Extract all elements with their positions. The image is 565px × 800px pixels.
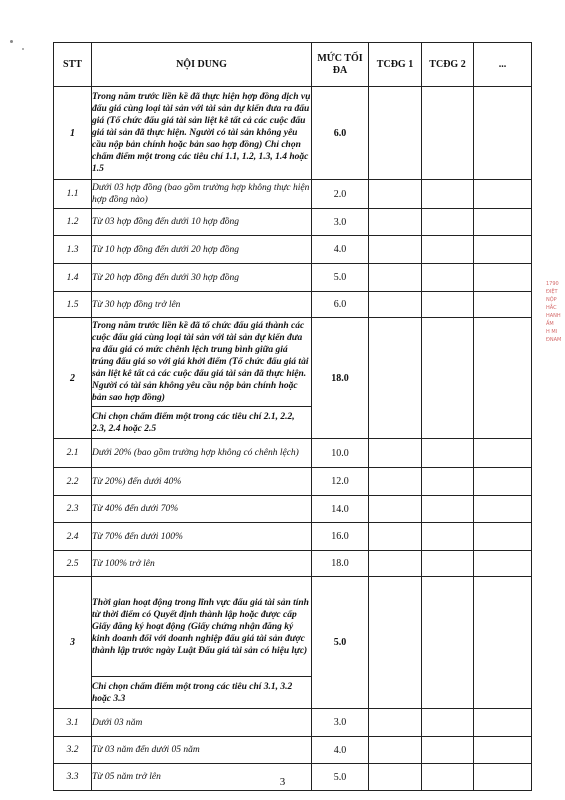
cell-tcdg1: [369, 236, 422, 264]
row-content: Từ 20 hợp đồng đến dưới 30 hợp đồng: [92, 264, 312, 292]
table-row: [54, 577, 532, 677]
row-content: Trong năm trước liền kề đã thực hiện hợp đồng dịch vụ đấu giá cùng loại tài sản với tài sản dự kiến đưa ra đấu giá (Tổ chức đấu giá tài sản liệt kê tất cả các cuộc đấu giá tài sản đã thực hiện. Người có tài sản không yêu cầu nộp bản chính hoặc bản sao hợp đồng) Chỉ chọn chấm điểm một trong các tiêu chí 1.1, 1.2, 1.3, 1.4 hoặc 1.5: [92, 87, 312, 180]
row-score: 4.0: [312, 737, 369, 764]
row-score: 12.0: [312, 468, 369, 496]
cell-tcdg1: [369, 737, 422, 764]
row-score: 6.0: [312, 87, 369, 180]
table-row: [54, 180, 532, 209]
cell-tcdg2: [422, 523, 474, 551]
row-score: 18.0: [312, 318, 369, 439]
table-row: [54, 439, 532, 468]
cell-more: [474, 318, 532, 439]
row-stt: 2.3: [54, 496, 92, 523]
header-more: ...: [474, 43, 532, 87]
row-stt: 2: [54, 318, 92, 439]
table-row: [54, 318, 532, 407]
cell-more: [474, 180, 532, 209]
row-score: 10.0: [312, 439, 369, 468]
cell-more: [474, 292, 532, 318]
cell-tcdg1: [369, 439, 422, 468]
stamp-line: H MI: [546, 329, 558, 335]
cell-tcdg2: [422, 551, 474, 577]
row-stt: 3: [54, 577, 92, 709]
row-score: 16.0: [312, 523, 369, 551]
cell-tcdg2: [422, 737, 474, 764]
row-content: Dưới 20% (bao gồm trường hợp không có chênh lệch): [92, 439, 312, 468]
stamp-line: 1790: [546, 281, 559, 287]
header-noi-dung: NỘI DUNG: [92, 43, 312, 87]
cell-more: [474, 709, 532, 737]
stamp-line: ẦM: [546, 321, 554, 327]
page-number: 3: [279, 776, 286, 788]
row-score: 5.0: [312, 764, 369, 791]
table-header-row: [54, 43, 532, 87]
table-row: [54, 468, 532, 496]
table-row: [54, 737, 532, 764]
header-tcdg1: TCĐG 1: [369, 43, 422, 87]
table-row: [54, 209, 532, 236]
table-row: [54, 236, 532, 264]
cell-more: [474, 551, 532, 577]
row-content: Từ 70% đến dưới 100%: [92, 523, 312, 551]
cell-tcdg1: [369, 551, 422, 577]
cell-tcdg1: [369, 180, 422, 209]
cell-more: [474, 209, 532, 236]
cell-tcdg1: [369, 87, 422, 180]
cell-tcdg1: [369, 468, 422, 496]
cell-more: [474, 496, 532, 523]
header-tcdg2: TCĐG 2: [422, 43, 474, 87]
cell-more: [474, 577, 532, 709]
row-stt: 3.2: [54, 737, 92, 764]
row-stt: 2.1: [54, 439, 92, 468]
row-stt: 1: [54, 87, 92, 180]
row-stt: 1.2: [54, 209, 92, 236]
stamp-line: ĐNAM: [546, 337, 562, 343]
cell-tcdg1: [369, 709, 422, 737]
table-row: [54, 292, 532, 318]
stamp-line: NỘP: [546, 297, 557, 303]
table-row: [54, 87, 532, 180]
red-stamp-fragment: [546, 280, 565, 364]
cell-tcdg1: [369, 496, 422, 523]
header-stt: STT: [54, 43, 92, 87]
table-row: [54, 496, 532, 523]
row-content: Từ 03 năm đến dưới 05 năm: [92, 737, 312, 764]
row-stt: 3.3: [54, 764, 92, 791]
cell-tcdg2: [422, 439, 474, 468]
row-stt: 3.1: [54, 709, 92, 737]
row-content: Thời gian hoạt động trong lĩnh vực đấu giá tài sản tính từ thời điểm có Quyết định thành lập hoặc được cấp Giấy đăng ký hoạt động (Giấy chứng nhận đăng ký kinh doanh đối với doanh nghiệp đấu giá tài sản được thành lập trước ngày Luật Đấu giá tài sản có hiệu lực): [92, 577, 312, 677]
row-note: Chỉ chọn chấm điểm một trong các tiêu chí 2.1, 2.2, 2.3, 2.4 hoặc 2.5: [92, 407, 312, 439]
row-content: Dưới 03 năm: [92, 709, 312, 737]
row-score: 14.0: [312, 496, 369, 523]
cell-tcdg2: [422, 709, 474, 737]
row-content: Từ 10 hợp đồng đến dưới 20 hợp đồng: [92, 236, 312, 264]
row-stt: 1.3: [54, 236, 92, 264]
row-score: 3.0: [312, 709, 369, 737]
table-row: [54, 264, 532, 292]
row-score: 6.0: [312, 292, 369, 318]
row-score: 4.0: [312, 236, 369, 264]
cell-tcdg1: [369, 209, 422, 236]
row-score: 2.0: [312, 180, 369, 209]
stamp-line: HẮC: [546, 305, 557, 311]
row-stt: 1.1: [54, 180, 92, 209]
table-row: [54, 551, 532, 577]
cell-more: [474, 737, 532, 764]
row-score: 3.0: [312, 209, 369, 236]
table-row: [54, 709, 532, 737]
row-content: Từ 03 hợp đồng đến dưới 10 hợp đồng: [92, 209, 312, 236]
scan-speck: [10, 40, 13, 43]
cell-tcdg2: [422, 264, 474, 292]
cell-more: [474, 439, 532, 468]
cell-tcdg2: [422, 292, 474, 318]
cell-more: [474, 87, 532, 180]
row-content: Từ 30 hợp đồng trở lên: [92, 292, 312, 318]
cell-tcdg2: [422, 577, 474, 709]
cell-more: [474, 468, 532, 496]
row-content: Từ 40% đến dưới 70%: [92, 496, 312, 523]
table-row: [54, 523, 532, 551]
cell-tcdg2: [422, 209, 474, 236]
row-content: Từ 05 năm trở lên: [92, 764, 312, 791]
cell-tcdg2: [422, 236, 474, 264]
cell-tcdg1: [369, 292, 422, 318]
row-score: 18.0: [312, 551, 369, 577]
cell-more: [474, 264, 532, 292]
cell-tcdg2: [422, 318, 474, 439]
row-stt: 1.4: [54, 264, 92, 292]
stamp-line: ĐIỆT: [546, 289, 558, 295]
row-score: 5.0: [312, 577, 369, 709]
row-stt: 1.5: [54, 292, 92, 318]
cell-more: [474, 236, 532, 264]
row-content: Trong năm trước liền kề đã tổ chức đấu giá thành các cuộc đấu giá cùng loại tài sản với tài sản dự kiến đưa ra đấu giá có mức chênh lệch trung bình giữa giá trúng đấu giá so với giá khởi điểm (Tổ chức đấu giá tài sản liệt kê tất cả các cuộc đấu giá tài sản đã thực hiện. Người có tài sản không yêu cầu nộp bản chính hoặc bản sao hợp đồng): [92, 318, 312, 407]
cell-tcdg1: [369, 264, 422, 292]
cell-tcdg1: [369, 523, 422, 551]
cell-tcdg1: [369, 577, 422, 709]
scoring-table: [53, 42, 532, 791]
scan-speck: [22, 48, 24, 50]
cell-tcdg2: [422, 468, 474, 496]
row-stt: 2.4: [54, 523, 92, 551]
row-stt: 2.5: [54, 551, 92, 577]
cell-tcdg2: [422, 87, 474, 180]
row-note: Chỉ chọn chấm điểm một trong các tiêu chí 3.1, 3.2 hoặc 3.3: [92, 677, 312, 709]
row-content: Từ 100% trở lên: [92, 551, 312, 577]
cell-tcdg1: [369, 318, 422, 439]
row-content: Dưới 03 hợp đồng (bao gồm trường hợp không thực hiện hợp đồng nào): [92, 180, 312, 209]
cell-tcdg2: [422, 180, 474, 209]
stamp-line: HANH: [546, 313, 561, 319]
row-score: 5.0: [312, 264, 369, 292]
row-stt: 2.2: [54, 468, 92, 496]
cell-tcdg2: [422, 496, 474, 523]
cell-more: [474, 523, 532, 551]
row-content: Từ 20%) đến dưới 40%: [92, 468, 312, 496]
header-muc-toi-da: MỨC TỐI ĐA: [312, 43, 369, 87]
